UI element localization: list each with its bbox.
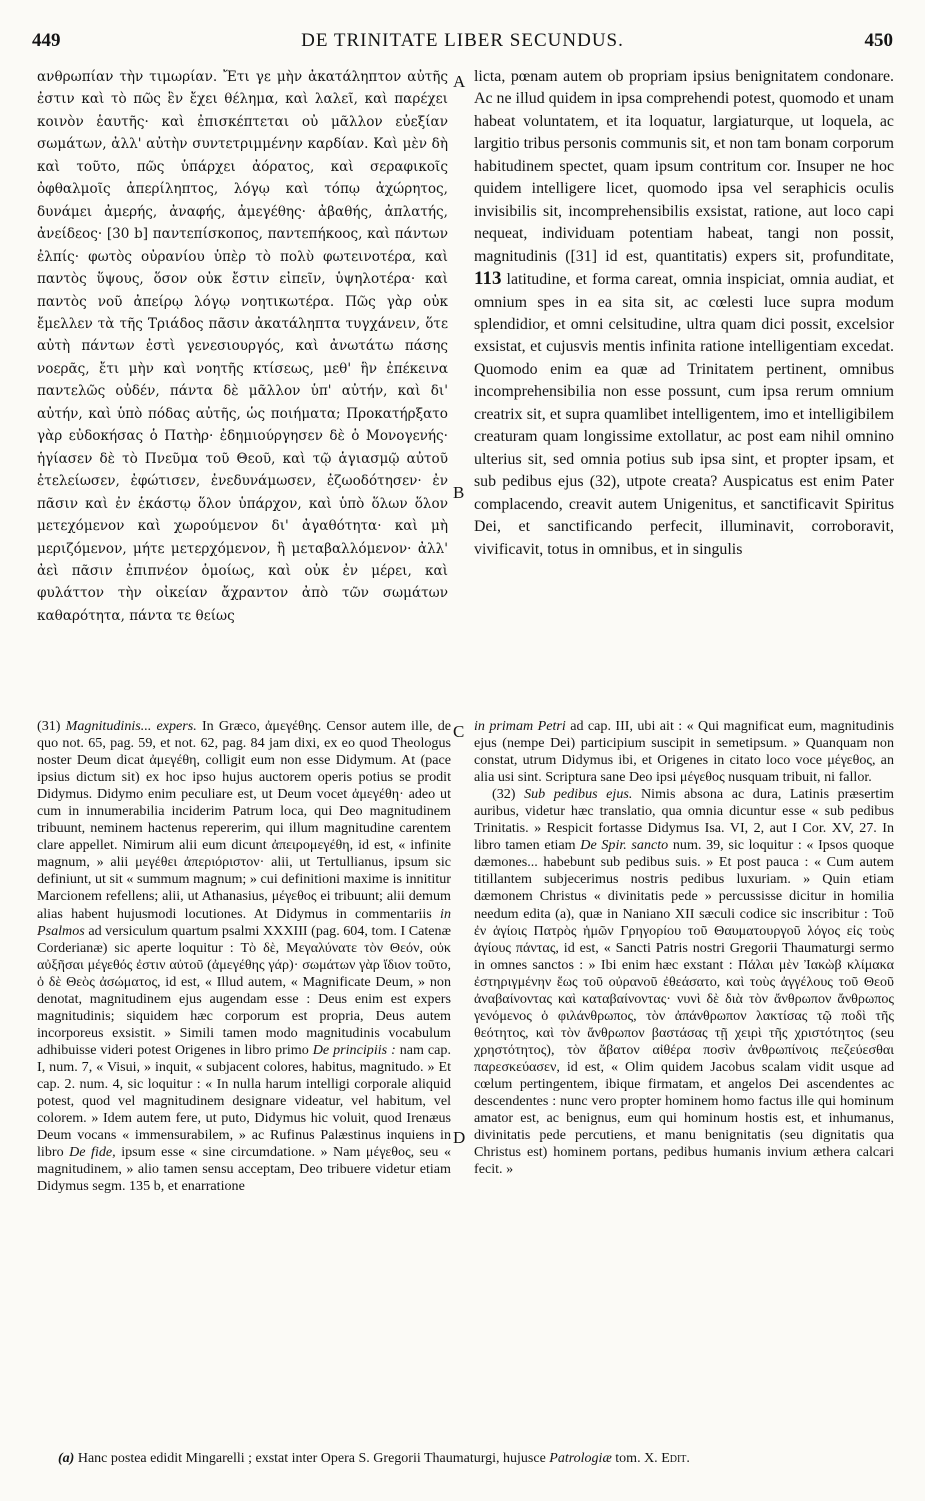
note-31-body-3: nam cap. I, num. 7, « Visui, » inquit, « subjacent colores, habitus, magnitudo. » Et cap. 2. num. 4, sic loquitur : « In nulla harum intelligi corporale aliquid potest, quod vel magnitudinem designare videatur, vel habitum, vel colorem. » Idem autem fere, ut puto, Didymus hic voluit, quod Irenæus Deum vocans « immensurabilem, » ac Rufinus Palæstinus inquiens in libro: [37, 1041, 451, 1161]
notes-column-left: [37, 718, 451, 1438]
note-31-body-4: ipsum esse « sine circumdatione. » Nam μέγεθος, seu « magnitudinem, » alio tamen sensu acceptam, Deo tribuere videtur etiam Didymus segm. 135 b, et enarratione: [37, 1144, 451, 1195]
footnote-text-2: tom. X.: [615, 1451, 658, 1466]
column-marker-a: A: [453, 72, 466, 91]
note-31: [37, 718, 451, 1195]
footnote: [58, 1450, 893, 1468]
latin-text-before: licta, pœnam autem ob propriam ipsius benignitatem condonare. Ac ne illud quidem in ipsa comprehendi potest, quomodo et unam habeat voluntatem, et ita loquatur, largiaturque, ut loquela, ac largitio tribus personis communis sit, et non tam bonam corporum habitudinem spectet, quam ipsum contritum cor. Insuper ne hoc quidem intelligere licet, quomodo ipsa vel seraphicis oculis invisibilis sit, incomprehensibilis exsistat, ratione, aut loco capi nequeat, individuam potentiam habeat, tangi non possit, magnitudinis ([31] id est, quantitatis) expers sit, profunditate,: [474, 68, 894, 265]
note-32: [474, 786, 894, 1178]
latin-text-column: [474, 66, 894, 706]
note-32-body-1: Nimis absona ac dura, Latinis præsertim auribus, videtur hæc translatio, qua omnia dicuntur esse « sub pedibus Trinitatis. » Respicit fortasse Didymus Isa. VI, 2, aut I Cor. XV, 27. In libro tamen etiam: [474, 786, 894, 854]
column-marker-d: D: [453, 1128, 466, 1147]
footnote-edit: Edit.: [661, 1451, 690, 1466]
note-31-de-principiis: De principiis :: [312, 1041, 396, 1058]
footnote-italic: Patrologiæ: [549, 1451, 612, 1466]
running-title: DE TRINITATE LIBER SECUNDUS.: [301, 30, 624, 51]
running-header: [32, 30, 893, 60]
page-number-left: 449: [32, 30, 61, 51]
note-31-body-5: ad cap. III, ubi ait : « Qui magnificat eum, magnitudinis ejus (nempe Dei) participium suscipit in semetipsum. » Quanquam non constat, utrum Didymus ibi, et Origenes in citato loco voce μέγεθος, an alia usi sint. Scriptura sane Deo ipsi μέγεθος nusquam tribuit, ni fallor.: [474, 718, 894, 786]
note-31-continued: [474, 718, 894, 786]
note-31-number: (31): [37, 718, 61, 734]
note-32-lemma: Sub pedibus ejus.: [524, 786, 633, 803]
greek-text-column: [37, 66, 448, 706]
edition-page-number: 113: [474, 268, 502, 290]
notes-column-right: [474, 718, 894, 1438]
note-31-continued-title: in primam Petri: [474, 718, 566, 734]
column-marker-c: C: [453, 722, 465, 741]
note-32-number: (32): [492, 786, 516, 803]
greek-paragraph: ανθρωπίαν τὴν τιμωρίαν. Ἔτι γε μὴν ἀκατάληπτον αὐτῆς ἐστιν καὶ τὸ πῶς ἓν ἔχει θέλημα, καὶ λαλεῖ, καὶ παρέχει κοινὸν ἑαυτῆς· καὶ ἐπισκέπτεται οὐ μᾶλλον εὐεξίαν σωμάτων, ἀλλ' αὐτὴν συντετριμμένην καρδίαν. Καὶ μὲν δὴ καὶ τοῦτο, πῶς ὑπάρχει ἀόρατος, καὶ σεραφικοῖς ὀφθαλμοῖς ἀπερίληπτος, λόγῳ καὶ τόπῳ ἀχώρητος, δυνάμει ἀμερής, ἀναφής, ἀμεγέθης· ἀβαθής, ἀπλατής, ἀνείδεος· [30 b] παντεπίσκοπος, παντεπήκοος, καὶ πάντων ἐλπίς· φωτὸς οὐρανίου ὑπὲρ τὸ πολὺ φωτεινοτέρα, καὶ παντὸς ὕψους, ὅσον οὐκ ἔστιν εἰπεῖν, ὑψηλοτέρα· καὶ παντὸς νοῦ ἀπείρῳ λόγῳ νοητικωτέρα. Πῶς γὰρ οὐκ ἔμελλεν τὰ τῆς Τριάδος πᾶσιν ἀκατάληπτα τυγχάνειν, ὅτε αὐτὴ πάντων ἐστὶ γενεσιουργός, καὶ ἀνωτάτω πάσης νοερᾶς, ἔτι μὴν καὶ νοητῆς κτίσεως, μεθ' ἣν ἐπέκεινα παντελῶς οὐδέν, πάντα δὲ μᾶλλον ὑπ' αὐτήν, καὶ δι' αὐτήν, καὶ ὑπὸ πόδας αὐτῆς, ὡς ποιήματα; Προκατήρξατο γὰρ εὐδοκήσας ὁ Πατὴρ· ἐδημιούργησεν δὲ ὁ Μονογενής· ἡγίασεν δὲ τὸ Πνεῦμα τοῦ Θεοῦ, καὶ τῷ ἁγιασμῷ αὐτοῦ ἐτελείωσεν, ἐφώτισεν, ἐνεδυνάμωσεν, ἐζωοδότησεν· ἐν πᾶσιν καὶ ἐν ἑκάστῳ ὅλον ὑπάρχον, καὶ ὑπὸ ὅλων ὅλον μετεχόμενον καὶ χωρούμενον δι' ἀγαθότητα· καὶ μὴ μεριζόμενον, μήτε μετερχόμενον, ἢ μεταβαλλόμενον· ἀλλ' ἀεὶ πᾶσιν ἐπιπνέον ὁμοίως, καὶ οὐκ ἐν μέρει, καὶ φυλάττον τὴν οἰκείαν ἄχραντον ἀπὸ τῶν σωμάτων καθαρότητα, πάντα τε θείως: [37, 69, 448, 624]
page-number-right: 450: [864, 30, 893, 51]
note-31-body-1: In Græco, ἀμεγέθης. Censor autem ille, de quo not. 65, pag. 59, et not. 62, pag. 84 jam dixi, ex eo quod Theologus noster Deum dicat ἀμεγέθη, colligit eum non esse Didymum. At (pace ipsius dictum sit) ex hoc ipso hujus auctorem operis potius se prodit Didymus. Didymo enim peculiare est, ut Deum vocet ἀμεγέθη· adeo ut cum in innumerabilia inciderim Patrum loca, qui Deo magnitudinem tribuunt, neminem hactenus repererim, qui illum magnitudine carentem clare appellet. Nimirum alii eum dicunt ἀπειρομεγέθη, id est, « infinite magnum, » alii μεγέθει ἀπεριόριστον· alii, ut Tertullianus, ipsum sic definiunt, ut sit « summum magnum; » cui definitioni maxime is innititur Marcionem refellens; alii, ut Athanasius, μέγεθος ei tribuunt; alii demum alias habent hujusmodi locutiones. At Didymus in commentariis: [37, 718, 451, 922]
latin-paragraph: [474, 66, 894, 561]
note-31-body-2: ad versiculum quartum psalmi XXXIII (pag. 604, tom. I Catenæ Corderianæ) sic aperte loquitur : Τὸ δὲ, Μεγαλύνατε τὸν Θεόν, οὐκ αὐξῆσαι μέγεθός ἐστιν αὐτοῦ (ἀμεγέθης γάρ)· σωμάτων γὰρ ἴδιον τοῦτο, ὁ δὲ Θεὸς ἀσώματος, id est, « Illud autem, « Magnificate Deum, » non denotat, magnitudinem ejus augendam esse : Deus enim est expers magnitudinis; siquidem hæc corporum est propria, Deus autem incorporeus exsistit. » Simili tamen modo magnitudinis vocabulum adhibuisse videri potest Origenes in libro primo: [37, 922, 451, 1058]
latin-text-after: latitudine, et forma careat, omnia inspiciat, omnia audiat, et omnium spes in ea sita sit, ac cœlesti luce supra modum splendidior, et omni celsitudine, ultra quam dici possit, excelsior exsistat, et cujusvis mentis infinita ratione intelligentiam excedat. Quomodo enim ea quæ ad Trinitatem pertinent, omnibus incomprehensibilia non esse possunt, cum ipsa rerum omnium creatrix sit, et supra quamlibet intelligentem, imo et intelligibilem creaturam quam longissime extollatur, ac post eam nihil omnino ulterius sit, sed omnia potius sub ipsa sint, et propter ipsam, et sub pedibus ejus (32), utpote creata? Auspicatus est enim Pater complacendo, creavit autem Unigenitus, et sanctificavit Spiritus Dei, et sanctificando perfecit, illuminavit, corroboravit, vivificavit, totus in omnibus, et in singulis: [474, 271, 894, 558]
note-31-lemma: Magnitudinis... expers.: [65, 718, 197, 734]
note-32-de-spir: De Spir. sancto: [580, 837, 669, 854]
note-31-de-fide: De fide,: [69, 1144, 116, 1161]
note-32-body-2: num. 39, sic loquitur : « Ipsos quoque dæmones... habebunt sub pedibus suis. » Et post pauca : « Cum autem titillantem subjecerimus nostris pedibus luxuriam. » Quin etiam dæmonem Christus « divinitatis pede » percussisse dicitur in homilia needum edita (a), quæ in Naniano XII sæculi codice sic inscribitur : Τοῦ ἐν ἁγίοις Πατρὸς ἡμῶν Γρηγορίου τοῦ Θαυματουργοῦ λόγος εἰς τοὺς ἁγίους πάντας, id est, « Sancti Patris nostri Gregorii Thaumaturgi sermo in omnes sanctos : » Ibi enim hæc exstant : Πάλαι μὲν Ἰακὼβ κλίμακα ἐστηριγμένην ἕως τοῦ οὐρανοῦ ἐθεάσατο, καὶ τοὺς ἀγγέλους τοῦ Θεοῦ ἀναβαίνοντας καὶ καταβαίνοντας· νυνὶ δὲ διὰ τὸν ἄνθρωπον ἄνθρωπος γενόμενος ὁ φιλάνθρωπος, τὸν ἀπάνθρωπον λακτίσας τῷ ποδὶ τῆς θεότητος, καὶ τὸν ἄνθρωπον βαστάσας τῇ χειρὶ τῆς χριστότητος (seu χρηστότητος), τὸν ἄβατον αἰθέρα ποσὶν ἀνθρωπίνοις πεζεύεσθαι παρεσκεύασεν, id est, « Olim quidem Jacobus scalam vidit usque ad cœlum pertingentem, ibique firmatam, et angelos Dei ascendentes ac descendentes : nunc vero propter hominem homo factus ille qui hominum amator est, ac benignus, eum qui hominum hostis est, et inhumanus, divinitatis pede percutiens, et manu benignitatis (seu dignitatis qua Christus est) hominem portans, pedibus humanis invium æthera calcari fecit. »: [474, 837, 894, 1178]
footnote-label: (a): [58, 1451, 75, 1466]
footnote-text-1: Hanc postea edidit Mingarelli ; exstat inter Opera S. Gregorii Thaumaturgi, hujusce: [77, 1451, 546, 1466]
column-marker-b: B: [453, 483, 465, 502]
note-31-in-psalmos: in Psalmos: [37, 905, 451, 939]
